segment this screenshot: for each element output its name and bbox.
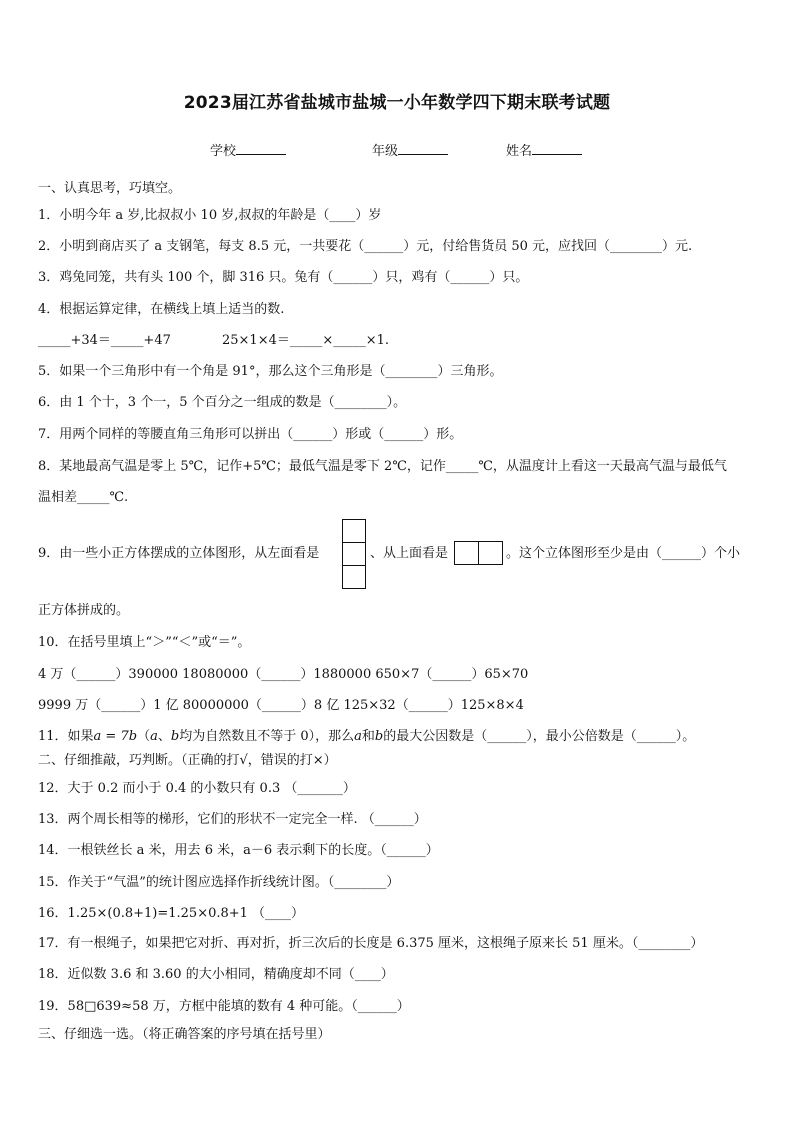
name-blank[interactable] <box>532 142 582 155</box>
section-heading-2: 二、仔细推敲，巧判断。（正确的打√，错误的打×） <box>38 753 337 768</box>
student-info-row <box>0 140 794 160</box>
question-11-text-3: 均为自然数且不等于 0），那么 <box>179 729 355 744</box>
question-9-text-a: 9．由一些小正方体摆成的立体图形，从左面看是 <box>38 546 320 561</box>
question-10: 10．在括号里填上“＞”“＜”或“＝”。 <box>38 635 251 650</box>
question-11-var-b: b <box>170 729 180 744</box>
question-9-line-2: 正方体拼成的。 <box>38 603 130 618</box>
top-view-left-cube <box>454 541 479 565</box>
section-heading-3: 三、仔细选一选。（将正确答案的序号填在括号里） <box>38 1027 331 1042</box>
question-4-part-a: _____+34＝_____+47 <box>38 333 171 348</box>
grade-label: 年级 <box>372 144 399 159</box>
question-11 <box>38 728 695 746</box>
question-11-expression: a = 7b <box>93 729 138 744</box>
top-view-figure <box>454 541 502 565</box>
section-heading-1: 一、认真思考，巧填空。 <box>38 181 182 196</box>
question-6: 6．由 1 个十，3 个一，5 个百分之一组成的数是（________）。 <box>38 395 407 410</box>
question-12: 12．大于 0.2 而小于 0.4 的小数只有 0.3 （_______） <box>38 781 356 796</box>
question-11-text-4: 和 <box>361 729 375 744</box>
school-blank[interactable] <box>236 142 286 155</box>
question-19: 19．58□639≈58 万，方框中能填的数有 4 种可能。（______） <box>38 999 410 1014</box>
school-field <box>210 140 286 159</box>
top-view-right-cube <box>478 541 503 565</box>
question-2: 2．小明到商店买了 a 支钢笔，每支 8.5 元，一共要花（______）元，付给售货员 50 元，应找回（________）元. <box>38 239 693 254</box>
question-11-text-2: 、 <box>157 729 171 744</box>
question-13: 13．两个周长相等的梯形，它们的形状不一定完全一样. （______） <box>38 812 427 827</box>
question-11-var-a-2: a <box>354 729 362 744</box>
question-9-text-b: 、从上面看是 <box>370 546 449 561</box>
left-view-bottom-cube <box>342 565 366 589</box>
question-11-suffix: 的最大公因数是（______），最小公倍数是（______）。 <box>383 729 696 744</box>
question-8-line-2: 温相差_____℃. <box>38 490 129 505</box>
question-14: 14．一根铁丝长 a 米，用去 6 米，a－6 表示剩下的长度。（______） <box>38 843 439 858</box>
question-8-line-1: 8．某地最高气温是零上 5℃，记作+5℃；最低气温是零下 2℃，记作_____℃，从温度计上看这一天最高气温与最低气 <box>38 459 727 474</box>
grade-field <box>372 140 448 159</box>
left-view-middle-cube <box>342 542 366 566</box>
page-title: 2023届江苏省盐城市盐城一小年数学四下期末联考试题 <box>183 93 611 113</box>
grade-blank[interactable] <box>398 142 448 155</box>
question-4: 4．根据运算定律，在横线上填上适当的数. <box>38 302 285 317</box>
question-18: 18．近似数 3.6 和 3.60 的大小相同，精确度却不同（____） <box>38 967 394 982</box>
question-5: 5．如果一个三角形中有一个角是 91°，那么这个三角形是（________）三角形。 <box>38 364 503 379</box>
question-10-row-1: 4 万（______）390000 18080000（______）1880000 650×7（______）65×70 <box>38 667 529 682</box>
question-16: 16．1.25×(0.8+1)=1.25×0.8+1 （____） <box>38 906 305 921</box>
question-4-part-b: 25×1×4＝_____×_____×1. <box>222 333 390 348</box>
question-11-var-b-2: b <box>374 729 384 744</box>
name-field <box>506 140 582 159</box>
question-11-var-a: a <box>150 729 158 744</box>
question-1: 1．小明今年 a 岁,比叔叔小 10 岁,叔叔的年龄是（____）岁 <box>38 208 382 223</box>
name-label: 姓名 <box>506 144 533 159</box>
question-7: 7．用两个同样的等腰直角三角形可以拼出（______）形或（______）形。 <box>38 427 463 442</box>
question-10-row-2: 9999 万（______）1 亿 80000000（______）8 亿 125×32（______）125×8×4 <box>38 698 524 713</box>
question-9-text-c: 。这个立体图形至少是由（______）个小 <box>506 546 741 561</box>
question-17: 17．有一根绳子，如果把它对折、再对折，折三次后的长度是 6.375 厘米，这根绳子原来长 51 厘米。（________） <box>38 936 704 951</box>
question-15: 15．作关于“气温”的统计图应选择作折线统计图。（________） <box>38 875 400 890</box>
left-view-top-cube <box>342 519 366 543</box>
school-label: 学校 <box>210 144 237 159</box>
left-view-figure <box>342 519 368 589</box>
question-11-prefix: 11．如果 <box>38 729 94 744</box>
question-3: 3．鸡兔同笼，共有头 100 个，脚 316 只。兔有（______）只，鸡有（______）只。 <box>38 270 529 285</box>
question-11-text-1: （ <box>137 729 151 744</box>
